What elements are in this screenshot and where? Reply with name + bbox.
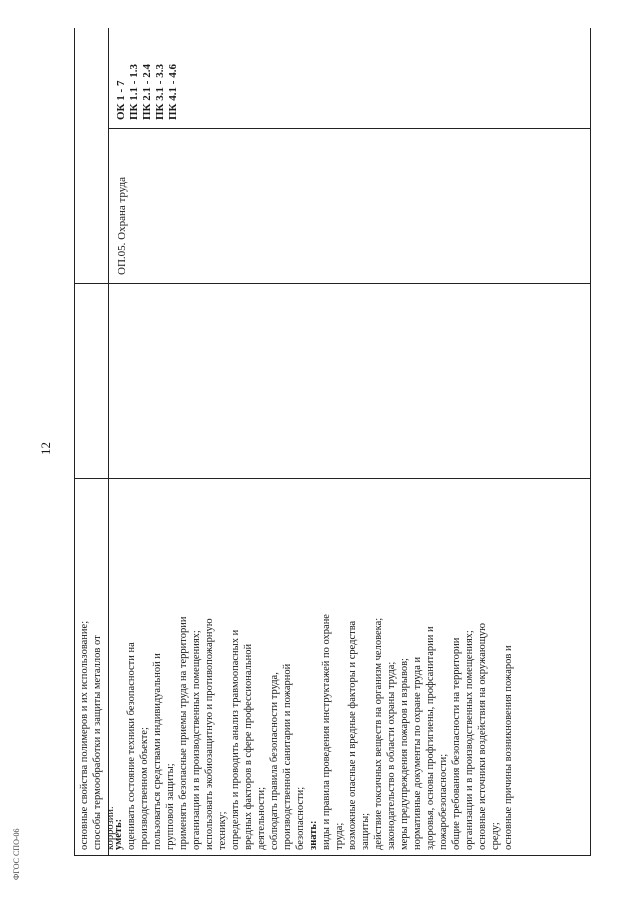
skill-line: применять безопасные приемы труда на территории xyxy=(178,616,189,850)
knowledge-line: виды и правила проведения инструктажей по охране xyxy=(321,614,332,850)
skill-line: оценивать состояние техники безопасности на xyxy=(126,642,137,850)
competency-code: ПК 4.1 - 4.6 xyxy=(167,64,179,120)
table-left-border xyxy=(74,28,75,855)
skill-line: организации и в производственных помещениях; xyxy=(191,630,202,850)
knowledge-line: нормативные документы по охране труда и xyxy=(412,656,423,850)
knowledge-line: основные причины возникновения пожаров и xyxy=(503,645,514,850)
column-divider-text xyxy=(74,478,591,479)
competency-code: ОК 1 - 7 xyxy=(115,80,127,120)
table-right-border xyxy=(590,28,591,855)
knowledge-heading: знать: xyxy=(308,820,319,850)
footer-code: ФГОС СПО-06 xyxy=(12,828,21,880)
knowledge-line: действие токсичных веществ на организм человека; xyxy=(373,617,384,850)
skill-line: определять и проводить анализ травмоопасных и xyxy=(230,629,241,850)
skill-line: вредных факторов в сфере профессиональной xyxy=(243,643,254,850)
discipline-name: ОП.05. Охрана труда xyxy=(116,176,128,275)
text-line: коррозии. xyxy=(105,806,116,850)
knowledge-line: труда; xyxy=(334,822,345,850)
skill-line: производственной санитарии и пожарной xyxy=(282,663,293,850)
table-bottom-border xyxy=(74,855,591,856)
competency-code: ПК 1.1 - 1.3 xyxy=(128,64,140,120)
skill-line: использовать экобиозащитную и противопожарную xyxy=(204,618,215,850)
text-line: основные свойства полимеров и их использование; xyxy=(79,620,90,850)
knowledge-line: возможные опасные и вредные факторы и средства xyxy=(347,620,358,850)
knowledge-line: организации и в производственных помещениях; xyxy=(464,630,475,850)
competency-code: ПК 3.1 - 3.3 xyxy=(154,64,166,120)
page-number: 12 xyxy=(38,442,53,455)
knowledge-line: основные источники воздействия на окружающую xyxy=(477,623,488,850)
knowledge-line: здоровья, основы профгигиены, профсанитарии и xyxy=(425,626,436,850)
skill-line: пользоваться средствами индивидуальной и xyxy=(152,653,163,850)
skill-line: соблюдать правила безопасности труда, xyxy=(269,672,280,850)
skill-line: производственном объекте; xyxy=(139,727,150,850)
knowledge-line: пожаробезопасности; xyxy=(438,753,449,850)
skill-line: безопасности; xyxy=(295,786,306,850)
knowledge-line: защиты; xyxy=(360,812,371,850)
column-divider-empty xyxy=(74,283,591,284)
knowledge-line: законодательство в области охраны труда; xyxy=(386,661,397,850)
skills-heading: уметь: xyxy=(113,818,124,850)
knowledge-line: среду; xyxy=(490,822,501,850)
skill-line: технику; xyxy=(217,811,228,850)
knowledge-line: общие требования безопасности на территории xyxy=(451,637,462,850)
competency-code: ПК 2.1 - 2.4 xyxy=(141,64,153,120)
competency-codes xyxy=(115,64,180,120)
competence-text xyxy=(112,614,515,850)
text-line: способы термообработки и защиты металлов от xyxy=(92,635,103,850)
knowledge-line: меры предупреждения пожаров и взрывов; xyxy=(399,658,410,850)
skill-line: групповой защиты; xyxy=(165,763,176,850)
skill-line: деятельности; xyxy=(256,786,267,850)
column-divider-code xyxy=(108,128,590,129)
